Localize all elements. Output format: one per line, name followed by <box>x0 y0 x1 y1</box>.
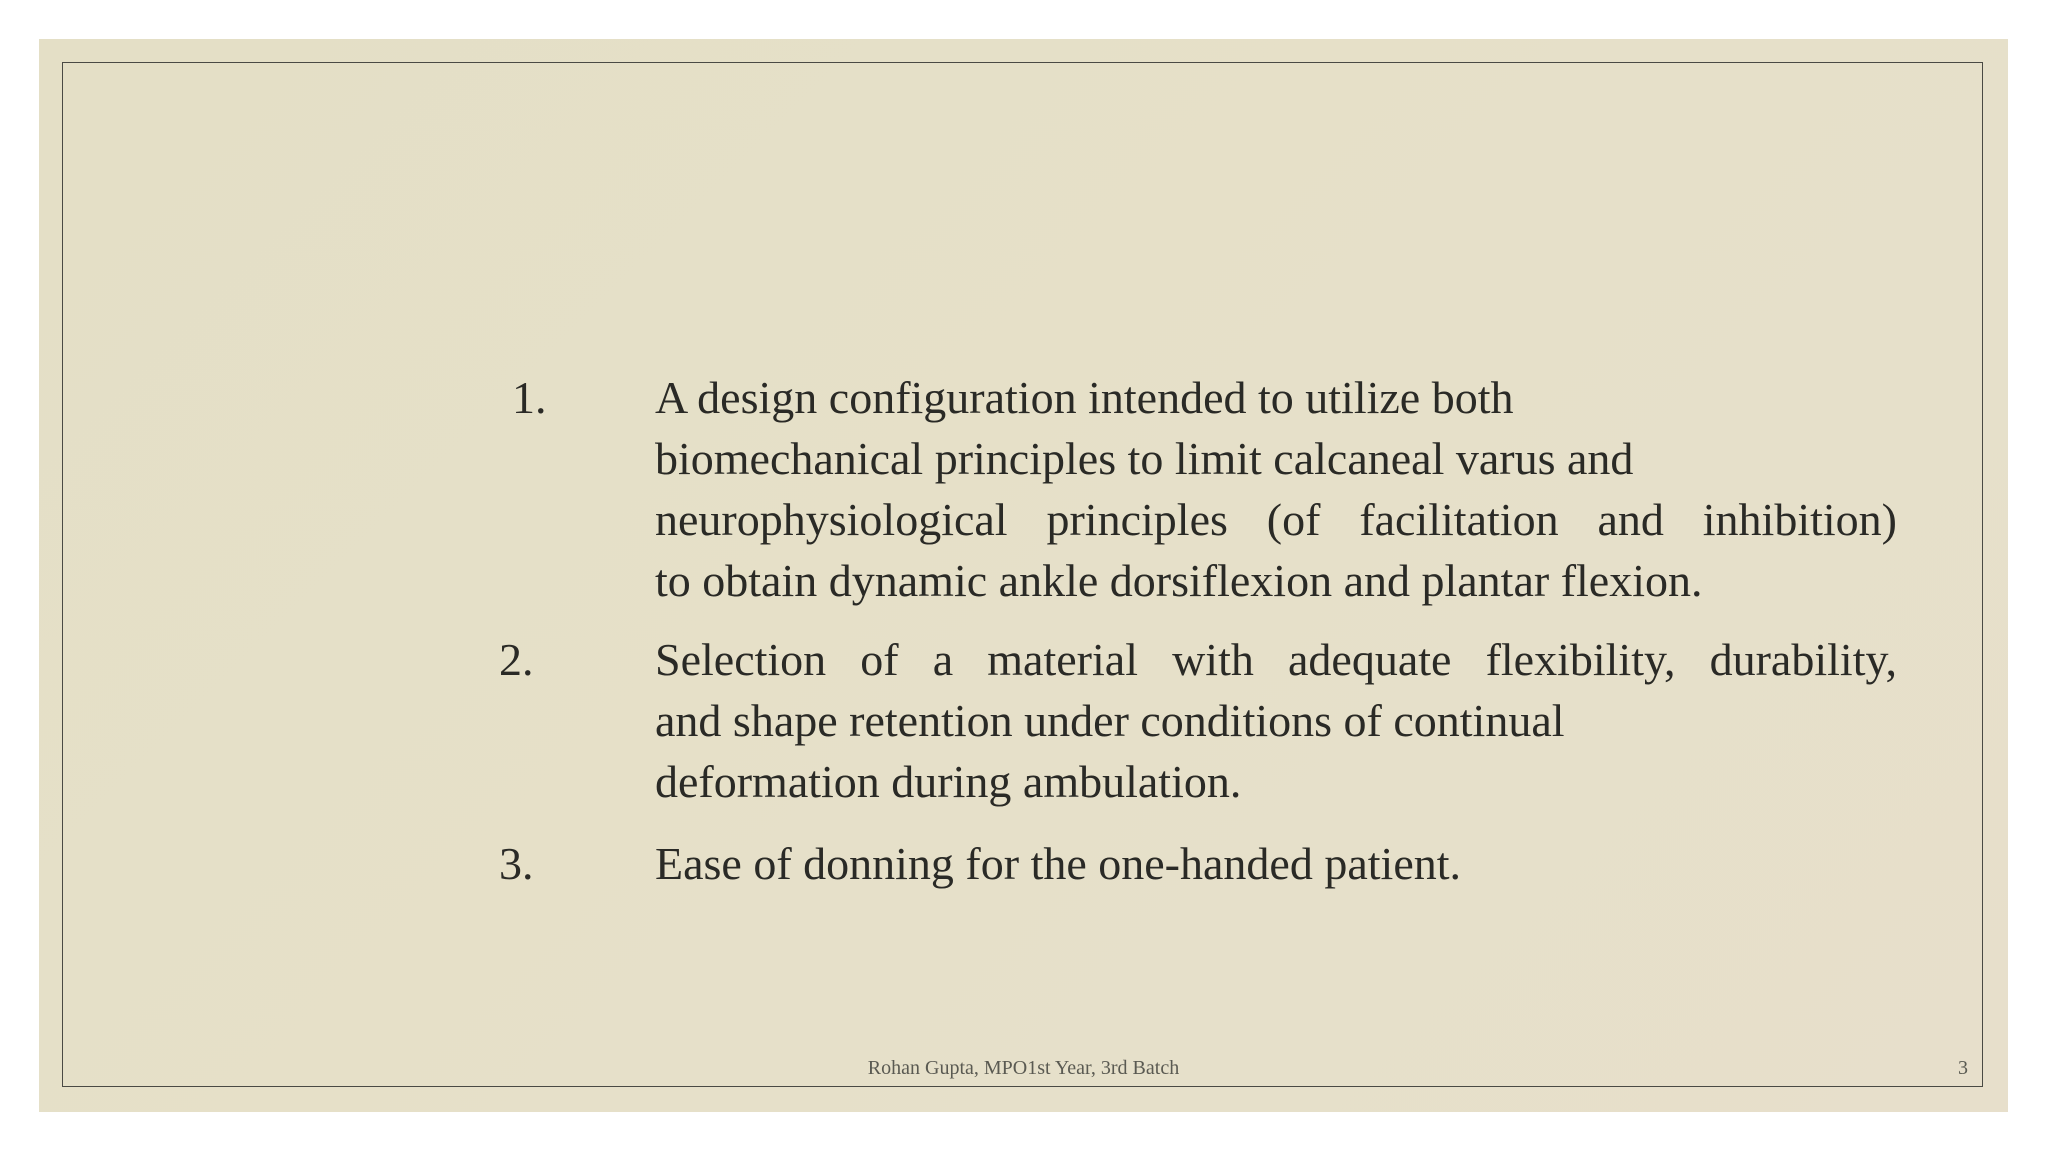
list-item-text <box>655 367 1897 611</box>
list-item-line: A design configuration intended to utilize both <box>655 372 1514 423</box>
slide <box>39 39 2008 1112</box>
list-item-line: deformation during ambulation. <box>655 756 1242 807</box>
list-item-number: 2. <box>499 634 534 685</box>
numbered-list <box>39 39 2008 1112</box>
list-item-number: 3. <box>499 838 534 889</box>
list-item-line: neurophysiological principles (of facilitation and inhibition) <box>655 494 1897 545</box>
list-item-line: Ease of donning for the one-handed patient. <box>655 838 1462 889</box>
list-item-line: Selection of a material with adequate flexibility, durability, <box>655 634 1897 685</box>
list-item-text <box>655 629 1897 812</box>
slide-footer: Rohan Gupta, MPO1st Year, 3rd Batch <box>867 1057 1180 1079</box>
list-item-line: and shape retention under conditions of continual <box>655 695 1565 746</box>
list-item-line: biomechanical principles to limit calcaneal varus and <box>655 433 1634 484</box>
slide-page-number: 3 <box>1958 1057 1968 1079</box>
list-item-number: 1. <box>512 372 547 423</box>
list-item-line: to obtain dynamic ankle dorsiflexion and plantar flexion. <box>655 555 1703 606</box>
list-item-text <box>655 833 1897 894</box>
